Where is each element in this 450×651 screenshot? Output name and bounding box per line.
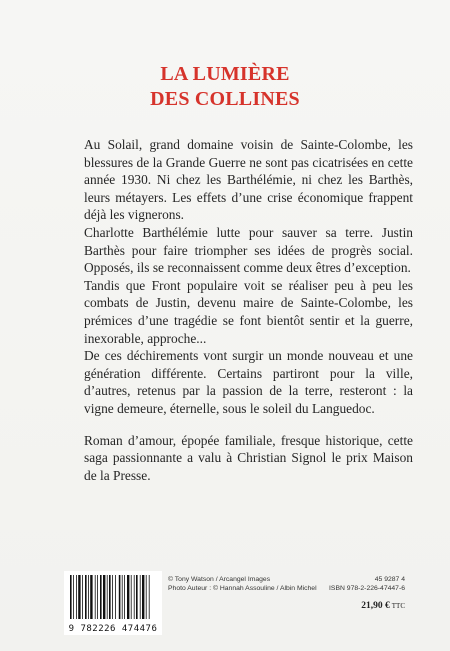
barcode-bar	[127, 575, 129, 619]
barcode-bar	[97, 575, 98, 619]
barcode-bar	[115, 575, 116, 619]
isbn-block	[329, 575, 405, 593]
credit-cover: © Tony Watson / Arcangel Images	[168, 576, 271, 583]
barcode-bar	[112, 575, 113, 619]
barcode-bar	[109, 575, 111, 619]
barcode-bar	[142, 575, 144, 619]
barcode-bar	[95, 575, 96, 619]
barcode-bar	[76, 575, 77, 619]
barcode-bar	[146, 575, 147, 619]
barcode-bar	[85, 575, 87, 619]
blurb-paragraph-5: Roman d’amour, épopée familiale, fresque historique, cette saga passionnante a valu à Christian Signol le prix Maison de la Presse.	[84, 432, 413, 483]
barcode-bar	[134, 575, 135, 619]
blurb-paragraph-4: De ces déchirements vont surgir un monde nouveau et une génération différente. Certains partiront pour la ville, d’autres, retenus par la passion de la terre, resteront : la vigne demeure, éternelle, sous le soleil du Languedoc.	[84, 348, 413, 416]
barcode-bar	[73, 575, 74, 619]
image-credits	[168, 575, 317, 593]
book-title-line-2: DES COLLINES	[150, 88, 300, 110]
barcode-bar	[88, 575, 89, 619]
barcode-bars	[68, 575, 158, 621]
blurb-paragraph-3: Tandis que Front populaire voit se réaliser peu à peu les combats de Justin, devenu maire de Sainte-Colombe, les prémices d’une tragédie se font bientôt sentir et la guerre, inexorable, approche...	[84, 277, 413, 346]
barcode-bar	[140, 575, 141, 619]
barcode-bar	[70, 575, 72, 619]
book-title-line-1: LA LUMIÈRE	[160, 63, 290, 85]
barcode-bar	[82, 575, 83, 619]
barcode-bar	[100, 575, 102, 619]
barcode-number: 9 782226 474476	[68, 624, 158, 634]
barcode	[64, 571, 162, 635]
isbn-number: ISBN 978-2-226-47447-6	[329, 585, 405, 592]
barcode-bar	[122, 575, 123, 619]
credit-photo: Photo Auteur : © Hannah Assouline / Albin Michel	[168, 585, 317, 592]
blurb-paragraph-1: Au Solail, grand domaine voisin de Sainte-Colombe, les blessures de la Grande Guerre ne sont pas cicatrisées en cette année 1930. Ni chez les Barthélémie, ni chez les Barthès, leurs métayers. Les effets d’une crise économique frappent déjà les vignerons.	[84, 137, 413, 223]
product-code: 45 9287 4	[374, 576, 405, 583]
barcode-bar	[124, 575, 125, 619]
barcode-bar	[103, 575, 105, 619]
barcode-bar	[149, 575, 150, 619]
barcode-bar	[107, 575, 108, 619]
price-suffix: TTC	[391, 602, 405, 610]
blurb-paragraph-2: Charlotte Barthélémie lutte pour sauver sa terre. Justin Barthès pour faire triompher ses idées de progrès social. Opposés, ils se reconnaissent comme deux êtres d’exception.	[84, 224, 413, 276]
barcode-bar	[90, 575, 92, 619]
price	[361, 595, 405, 613]
book-title	[0, 62, 450, 112]
barcode-bar	[78, 575, 80, 619]
barcode-bar	[136, 575, 138, 619]
barcode-bar	[119, 575, 121, 619]
price-amount: 21,90 €	[361, 601, 390, 611]
barcode-bar	[131, 575, 132, 619]
blurb	[84, 136, 413, 484]
